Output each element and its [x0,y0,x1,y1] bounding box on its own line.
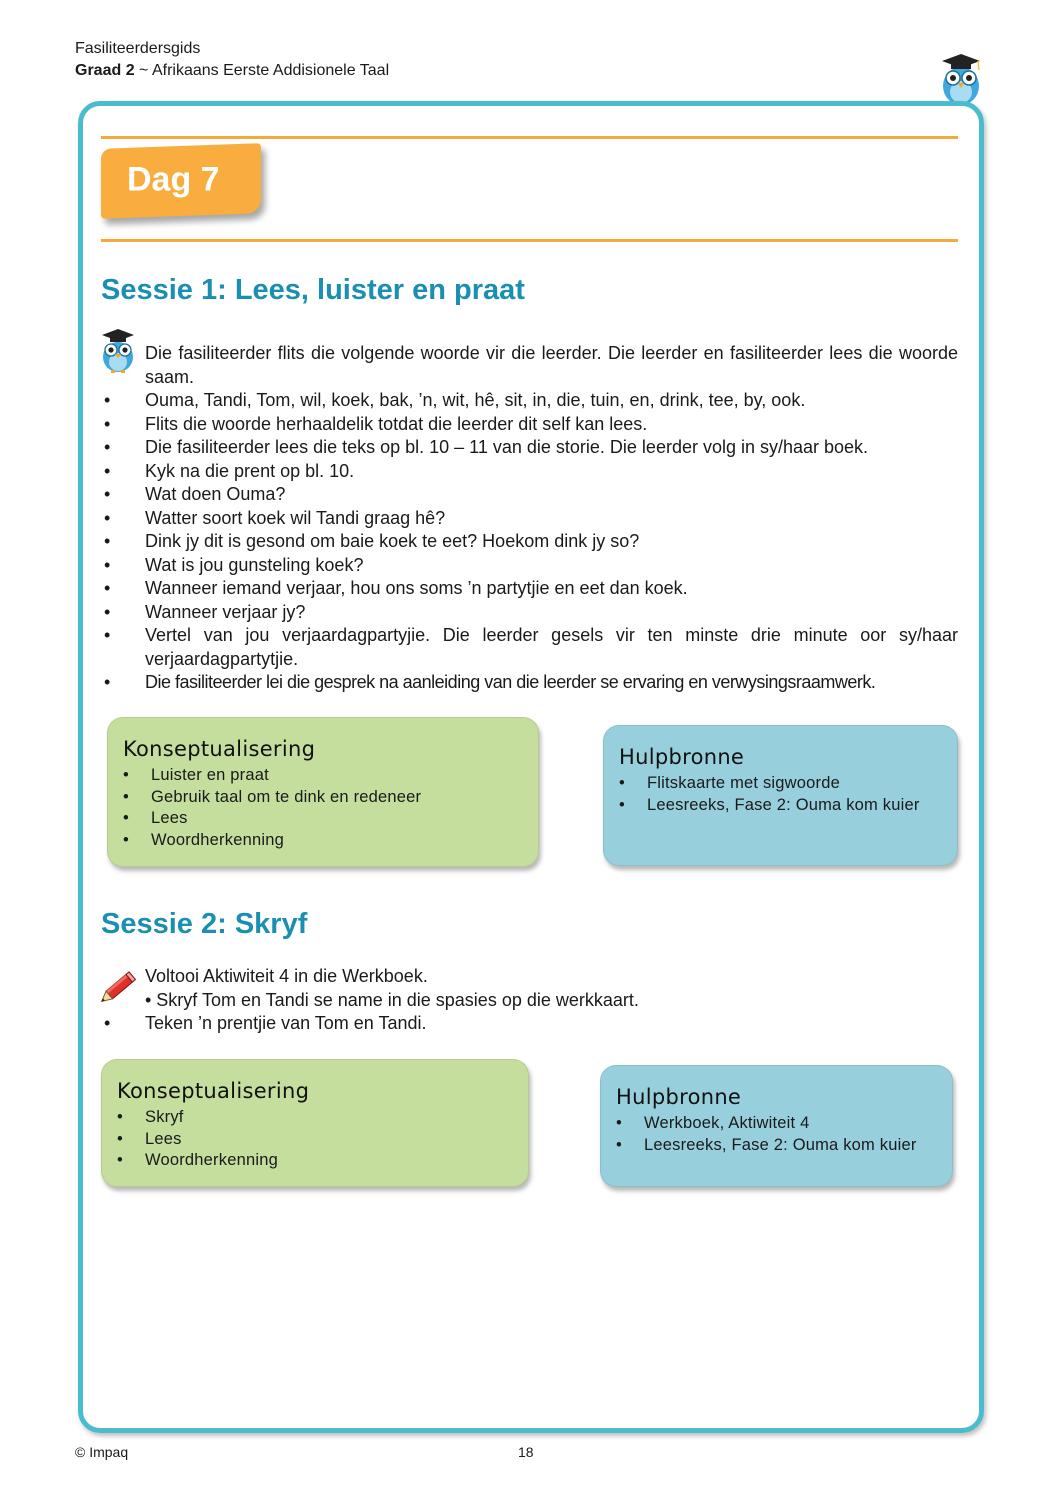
list-item: • Flitskaarte met sigwoorde [619,774,840,792]
list-item: • Leesreeks, Fase 2: Ouma kom kuier [619,795,920,814]
list-item: • Leesreeks, Fase 2: Ouma kom kuier [616,1135,917,1154]
resource-box-2 [600,1065,953,1187]
grade-label: Graad 2 [75,62,135,79]
day-label: Dag 7 [127,160,220,199]
list-item: • Wat is jou gunsteling koek? [104,554,364,575]
instruction-line: Voltooi Aktiwiteit 4 in die Werkboek. [145,966,428,986]
intro-paragraph [104,342,958,389]
session2-body [104,965,958,1036]
copyright: © Impaq [75,1444,129,1460]
session2-title: Sessie 2: Skryf [101,908,308,940]
resource-box-title: Hulpbronne [616,1085,742,1109]
list-item: • Woordherkenning [123,830,284,849]
list-item: • Flits die woorde herhaaldelik totdat die leerder dit self kan lees. [104,413,648,434]
list-item: • Teken ’n prentjie van Tom en Tandi. [104,1013,427,1033]
instruction-line: • Skryf Tom en Tandi se name in die spasies op die werkkaart. [145,989,639,1010]
owl-mascot-icon [938,50,984,106]
intro-text: Die fasiliteerder flits die volgende woorde vir die leerder. Die leerder en fasiliteerder lees die woorde saam. [145,343,958,387]
guide-title: Fasiliteerdersgids [75,40,201,57]
list-item: • Werkboek, Aktiwiteit 4 [616,1114,810,1132]
resource-box-1 [603,725,958,866]
list-item: • Lees [123,809,188,827]
list-item: • Wanneer iemand verjaar, hou ons soms ’n partytjie en eet dan koek. [104,578,688,598]
list-item: • Kyk na die prent op bl. 10. [104,460,355,481]
resource-box-title: Hulpbronne [619,745,745,769]
concept-box-title: Konseptualisering [117,1079,310,1103]
list-item: • Luister en praat [123,766,269,784]
list-item: • Woordherkenning [117,1151,278,1169]
list-item: • Die fasiliteerder lei die gesprek na aanleiding van die leerder se ervaring en verwysingsraamwerk. [104,672,876,692]
day-banner [101,143,261,219]
page-header [75,38,389,82]
list-item: • Gebruik taal om te dink en redeneer [123,787,422,806]
page-number: 18 [518,1444,534,1460]
list-item: • Die fasiliteerder lees die teks op bl. 10 – 11 van die storie. Die leerder volg in sy/haar boek. [104,437,869,457]
concept-box-1 [107,717,539,867]
list-item: • Lees [117,1129,182,1148]
grade-line [75,60,389,82]
subject-label: ~ Afrikaans Eerste Addisionele Taal [134,62,390,79]
list-item: • Skryf [117,1108,184,1126]
session1-body [104,342,958,695]
list-item: • Dink jy dit is gesond om baie koek te eet? Hoekom dink jy so? [104,531,640,551]
concept-box-title: Konseptualisering [123,737,316,761]
list-item: • Vertel van jou verjaardagpartyjie. Die leerder gesels vir ten minste drie minute oor sy/haar verjaardagpartytjie. [104,625,958,669]
top-divider [101,136,958,139]
concept-box-2 [101,1059,529,1187]
session1-title: Sessie 1: Lees, luister en praat [101,274,525,306]
list-item: • Wanneer verjaar jy? [104,601,306,622]
list-item: • Watter soort koek wil Tandi graag hê? [104,507,446,528]
bottom-divider [101,239,958,242]
list-item: • Wat doen Ouma? [104,484,286,504]
list-item: • Ouma, Tandi, Tom, wil, koek, bak, ’n, wit, hê, sit, in, die, tuin, en, drink, tee, by, ook. [104,390,806,410]
